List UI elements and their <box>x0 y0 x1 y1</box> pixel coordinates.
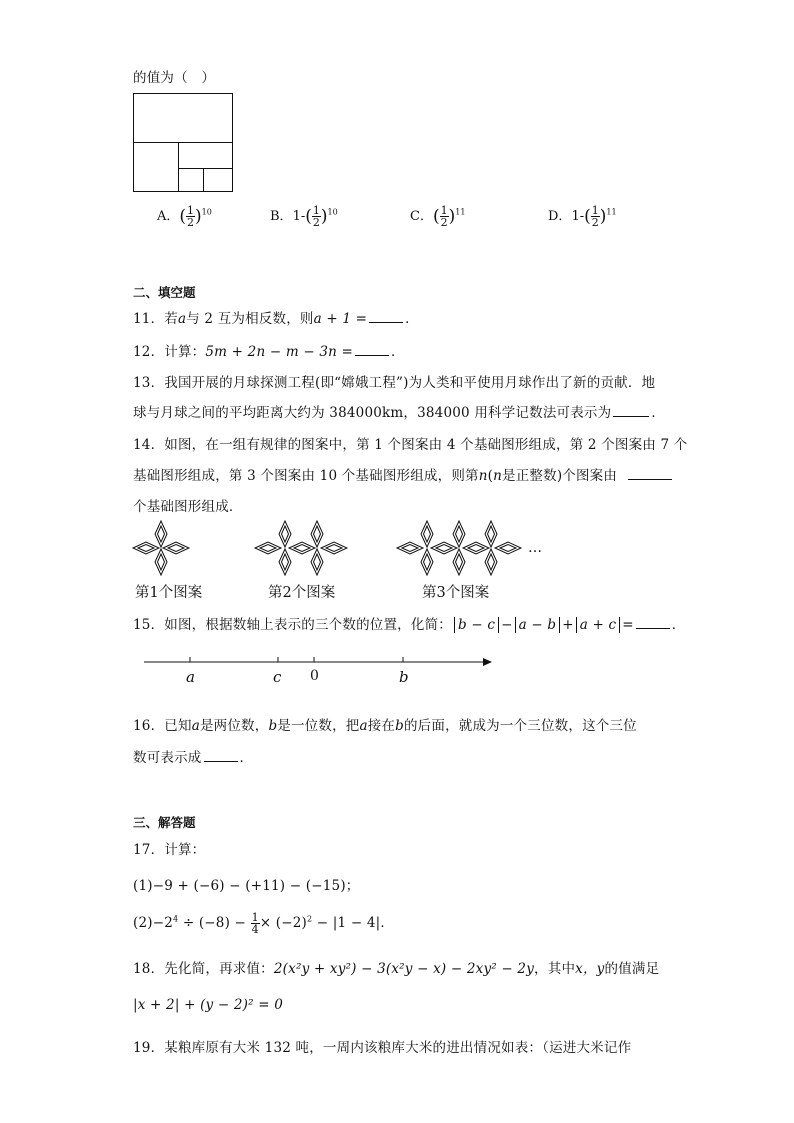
option-d[interactable]: D．1-( $\frac{1}{2}$ )$^{11}$ <box>548 204 617 229</box>
answer-blank[interactable] <box>369 310 403 323</box>
pattern-2-caption: 第2个图案 <box>268 585 336 601</box>
question-11: 11．若a与 2 互为相反数，则a + 1 = ． <box>133 311 419 327</box>
question-18-line2: |x + 2| + (y − 2)² = 0 <box>133 997 284 1013</box>
pattern-1-caption: 第1个图案 <box>135 585 203 601</box>
answer-blank[interactable] <box>204 749 238 762</box>
question-14-line1: 14．如图，在一组有规律的图案中，第 1 个图案由 4 个基础图形组成，第 2 个图案由 7 个 <box>133 437 688 453</box>
question-17-title: 17．计算： <box>133 842 206 858</box>
question-15: 15．如图，根据数轴上表示的三个数的位置，化简： b − c − a − b + a + c = ． <box>133 617 686 633</box>
number-line-label-c: c <box>273 668 282 686</box>
question-12: 12．计算：5m + 2n − m − 3n = ． <box>133 344 405 360</box>
question-16-line2: 数可表示成 ． <box>133 750 254 766</box>
number-line-label-b: b <box>399 668 409 686</box>
question-14-line3: 个基础图形组成． <box>133 499 243 515</box>
pattern-ellipsis: … <box>528 540 542 556</box>
pattern-3-caption: 第3个图案 <box>422 585 490 601</box>
question-16-line1: 16．已知a是两位数，b是一位数，把a接在b的后面，就成为一个三位数，这个三位 <box>133 718 637 734</box>
question-17-part1: (1)−9 + (−6) − (+11) − (−15)； <box>133 878 360 894</box>
option-a[interactable]: A．( $\frac{1}{2}$ )$^{10}$ <box>157 204 212 229</box>
pattern-2 <box>255 521 347 575</box>
section-fill-in-title: 二、填空题 <box>133 285 196 300</box>
question-18-line1: 18．先化简，再求值：2(x²y + xy²) − 3(x²y − x) − 2xy² − 2y，其中x，y的值满足 <box>133 961 660 977</box>
diamond-patterns-figure <box>130 518 550 580</box>
option-c[interactable]: C．( $\frac{1}{2}$ )$^{11}$ <box>410 204 466 229</box>
question-19-line1: 19．某粮库原有大米 132 吨，一周内该粮库大米的进出情况如表：（运进大米记作 <box>133 1040 632 1056</box>
question-13-line2: 球与月球之间的平均距离大约为 384000km，384000 用科学记数法可表示为 ． <box>133 405 666 421</box>
option-b[interactable]: B．1-( $\frac{1}{2}$ )$^{10}$ <box>270 204 338 229</box>
question-14-line2: 基础图形组成，第 3 个图案由 10 个基础图形组成，则第n(n是正整数)个图案由 <box>133 464 674 484</box>
pattern-1 <box>133 521 189 575</box>
question-13-line1: 13．我国开展的月球探测工程(即“嫦娥工程”)为人类和平使用月球作出了新的贡献．地 <box>133 375 656 391</box>
question-17-part2: $(2)-2^4 \div (-8)$ − $\frac{1}{4}$ × $(-2)^2 - |1 - 4|$． <box>133 911 395 936</box>
answer-blank[interactable] <box>636 616 670 629</box>
question-10-tail: 的值为（ ） <box>133 70 216 86</box>
answer-blank[interactable] <box>613 404 649 417</box>
section-answer-title: 三、解答题 <box>133 815 196 830</box>
square-partition-figure <box>133 93 234 193</box>
number-line-label-a: a <box>186 668 195 686</box>
number-line-label-zero: 0 <box>310 668 319 684</box>
answer-blank[interactable] <box>628 467 672 480</box>
answer-blank[interactable] <box>355 343 389 356</box>
pattern-3 <box>397 521 521 575</box>
